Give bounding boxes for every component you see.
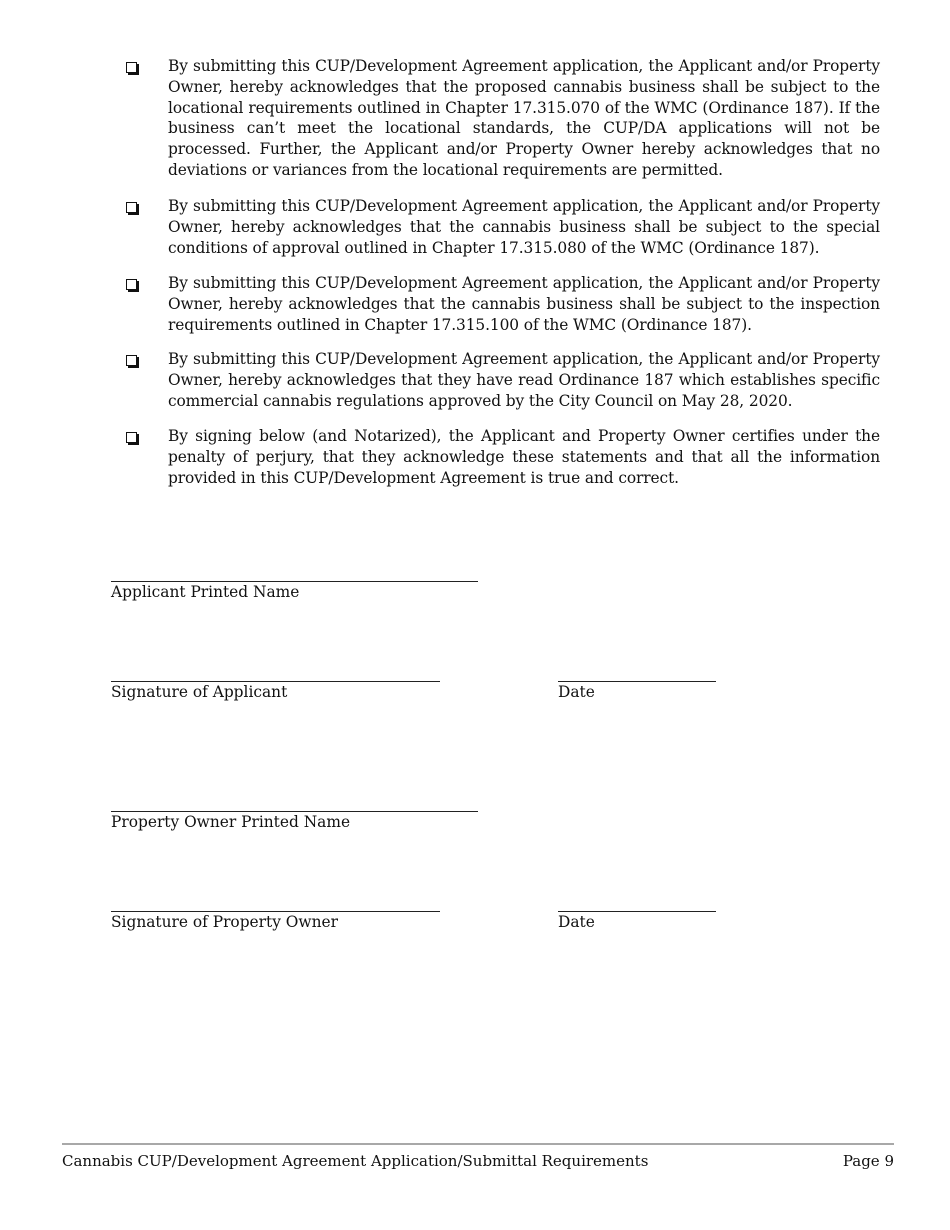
acknowledgement-text: By submitting this CUP/Development Agreement application, the Applicant and/or Property Owner, hereby acknowledges that the proposed cannabis business shall be subject to the locational requirements outlined in Chapter 17.315.070 of the WMC (Ordinance 187). If the business can’t meet the locational standards, the CUP/DA applications will not be processed. Further, the Applicant and/or Property Owner hereby acknowledges that no deviations or variances from the locational requirements are permitted. [168,57,880,179]
checkbox-icon[interactable] [126,432,137,443]
owner-printed-name-label: Property Owner Printed Name [111,813,351,831]
owner-date-line[interactable] [558,911,716,912]
footer-divider [62,1143,894,1145]
checkbox-icon[interactable] [126,355,137,366]
checkbox-icon[interactable] [126,62,137,73]
checkbox-icon[interactable] [126,202,137,213]
acknowledgement-text: By signing below (and Notarized), the Applicant and Property Owner certifies under the penalty of perjury, that they acknowledge these statements and that all the information provided in this CUP/Development Agreement is true and correct. [168,427,880,487]
owner-signature-line[interactable] [111,911,440,912]
checkbox-icon[interactable] [126,279,137,290]
applicant-printed-name-label: Applicant Printed Name [111,583,300,601]
applicant-signature-line[interactable] [111,681,440,682]
applicant-date-line[interactable] [558,681,716,682]
acknowledgement-text: By submitting this CUP/Development Agreement application, the Applicant and/or Property Owner, hereby acknowledges that the cannabis business shall be subject to the inspection requirements outlined in Chapter 17.315.100 of the WMC (Ordinance 187). [168,274,880,334]
acknowledgement-text: By submitting this CUP/Development Agreement application, the Applicant and/or Property Owner, hereby acknowledges that they have read Ordinance 187 which establishes specific commercial cannabis regulations approved by the City Council on May 28, 2020. [168,350,880,410]
page-number: Page 9 [842,1152,894,1170]
owner-date-label: Date [558,913,595,931]
footer-title: Cannabis CUP/Development Agreement Application/Submittal Requirements [62,1152,649,1170]
owner-printed-name-line[interactable] [111,811,478,812]
acknowledgement-text: By submitting this CUP/Development Agreement application, the Applicant and/or Property Owner, hereby acknowledges that the cannabis business shall be subject to the special conditions of approval outlined in Chapter 17.315.080 of the WMC (Ordinance 187). [168,197,880,257]
applicant-signature-label: Signature of Applicant [111,683,288,701]
applicant-printed-name-line[interactable] [111,581,478,582]
owner-signature-label: Signature of Property Owner [111,913,338,931]
applicant-date-label: Date [558,683,595,701]
